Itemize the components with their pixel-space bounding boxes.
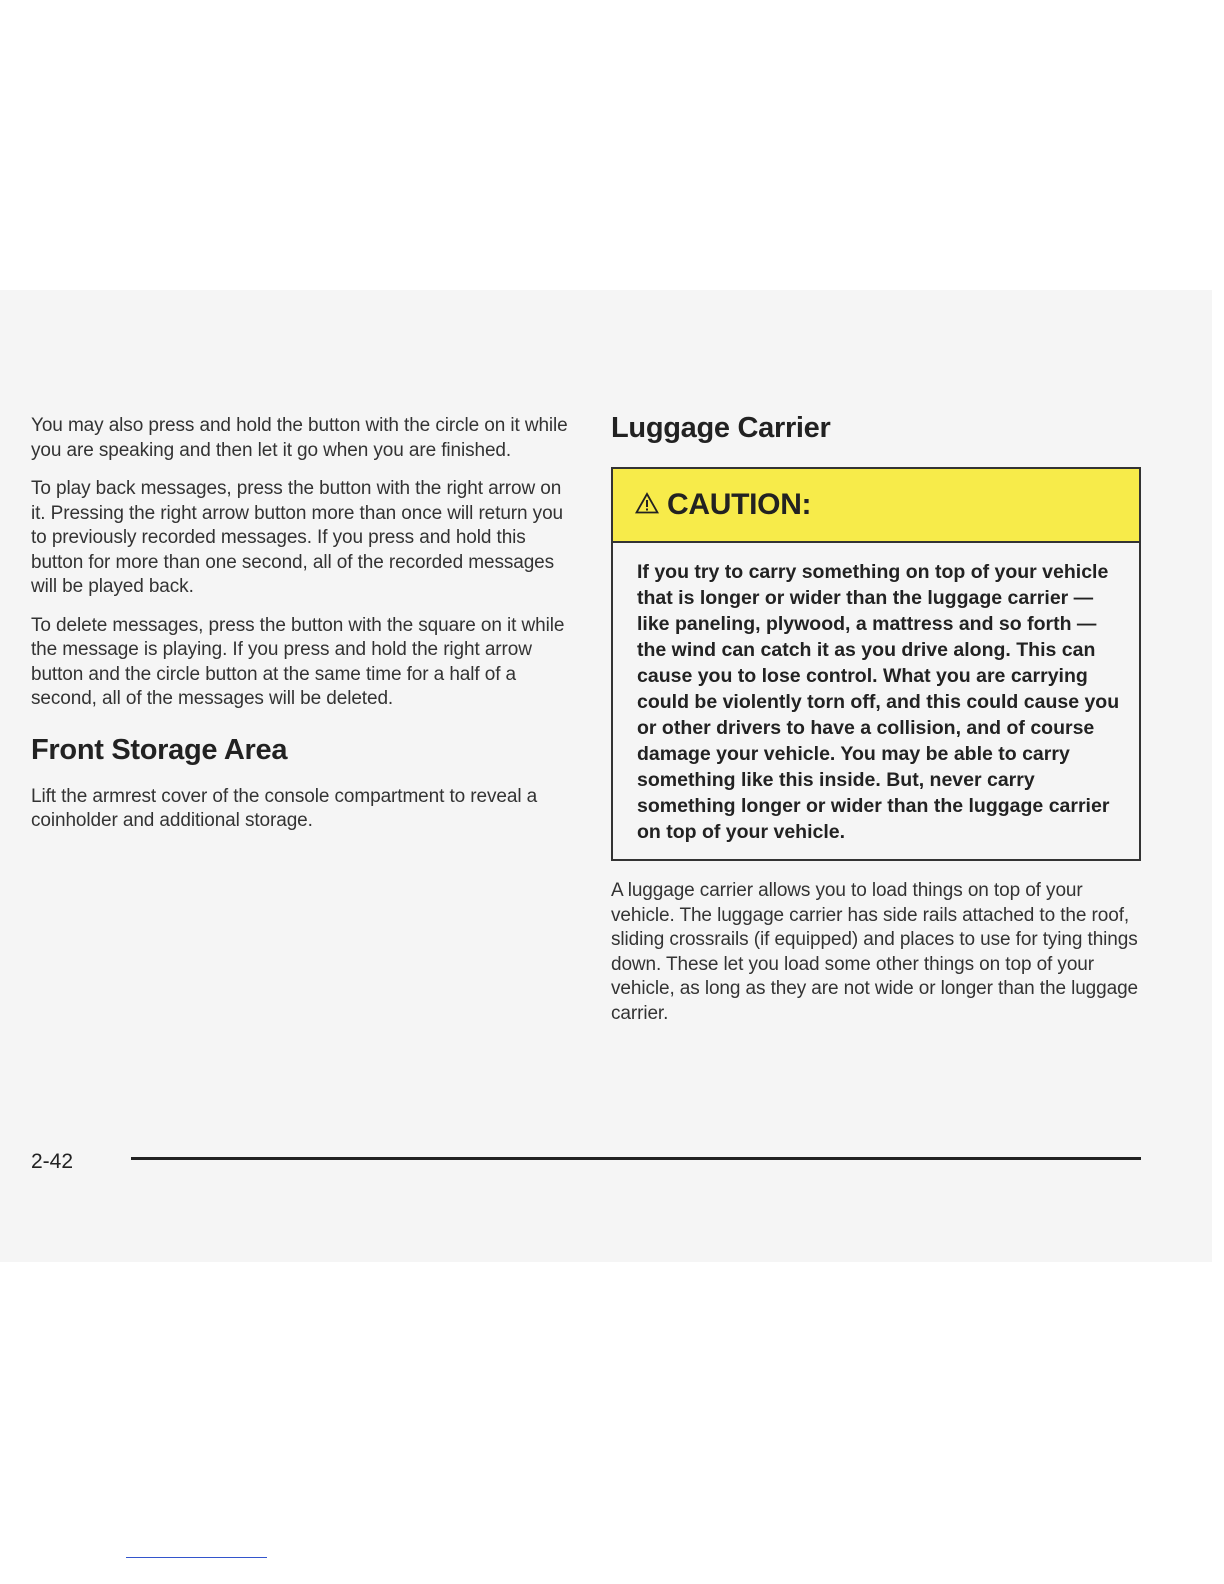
front-storage-heading: Front Storage Area [31, 733, 288, 766]
warning-triangle-icon [635, 492, 659, 518]
caution-title: CAUTION: [667, 488, 812, 521]
luggage-carrier-heading: Luggage Carrier [611, 412, 831, 444]
paragraph-circle-button: You may also press and hold the button with the circle on it while you are speaking and then let it go when you are finished. [31, 415, 568, 461]
footer-divider [131, 1157, 1141, 1160]
caution-header [613, 469, 1139, 543]
paragraph-delete-messages: To delete messages, press the button with the square on it while the message is playing. If you press and hold the right arrow button and the circle button at the same time for a half of a second, all of the messages will be deleted. [31, 614, 565, 709]
page-number: 2-42 [31, 1150, 74, 1173]
luggage-carrier-paragraph: A luggage carrier allows you to load things on top of your vehicle. The luggage carrier has side rails attached to the roof, sliding crossrails (if equipped) and places to use for tying things down. These let you load some other things on top of your vehicle, as long as they are not wide or longer than the luggage carrier. [611, 880, 1139, 1024]
caution-text: If you try to carry something on top of your vehicle that is longer or wider than the luggage carrier — like paneling, plywood, a mattress and so forth — the wind can catch it as you drive along. This can cause you to lose control. What you are carrying could be violently torn off, and this could cause you or other drivers to have a collision, and of course damage your vehicle. You may be able to carry something like this inside. But, never carry something longer or wider than the luggage carrier on top of your vehicle. [637, 561, 1120, 843]
left-column [31, 414, 576, 848]
front-storage-text: Lift the armrest cover of the console compartment to reveal a coinholder and additional storage. [31, 785, 538, 831]
right-column [611, 412, 1151, 1040]
caution-box [611, 467, 1141, 861]
bottom-link-underline [126, 1557, 267, 1558]
paragraph-play-back: To play back messages, press the button with the right arrow on it. Pressing the right arrow button more than once will return you to previously recorded messages. If you press and hold this button for more than one second, all of the recorded messages will be played back. [31, 478, 563, 597]
